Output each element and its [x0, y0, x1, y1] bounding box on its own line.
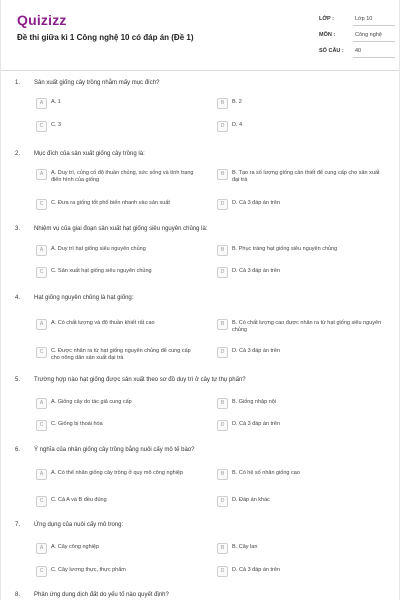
option-letter: D [217, 566, 228, 577]
question-number: 7. [15, 522, 21, 528]
option-letter: C [36, 420, 47, 431]
question-text: Nhiệm vụ của giai đoạn sản xuất hạt giống siêu nguyên chủng là: [34, 226, 208, 232]
option-letter: A [36, 543, 47, 554]
option-letter: B [217, 543, 228, 554]
option-letter: A [36, 245, 47, 256]
meta-key: SỐ CÂU : [319, 48, 344, 54]
question-number: 8. [15, 592, 21, 598]
question-text: Ứng dụng của nuôi cấy mô trong: [34, 522, 124, 528]
option-text: C. 3 [51, 122, 62, 128]
option-text: C. Cả A và B đều đúng [51, 497, 107, 503]
worksheet-meta [319, 14, 395, 62]
option-text: D. Cả 3 đáp án trên [232, 567, 281, 573]
option-letter: A [36, 319, 47, 330]
option-text: D. Cả 3 đáp án trên [232, 421, 281, 427]
option-letter: A [36, 469, 47, 480]
quizizz-logo[interactable]: Quizizz [17, 12, 67, 28]
question-text: Phản ứng dung dịch đất do yếu tố nào quyết định? [34, 592, 169, 598]
option-text: A. 1 [51, 99, 61, 105]
question-text: Sản xuất giống cây trồng nhằm mấy mục đích? [34, 80, 160, 86]
option-text: C. Đưa ra giống tốt phổ biến nhanh vào sản xuất [51, 200, 170, 206]
option-text: A. Cây công nghiệp [51, 544, 100, 550]
option-text: B. Phục tráng hạt giống siêu nguyên chủng [232, 246, 338, 252]
option-letter: B [217, 469, 228, 480]
meta-row-subject [319, 30, 395, 44]
option-letter: B [217, 319, 228, 330]
option-letter: D [217, 267, 228, 278]
question-number: 2. [15, 151, 21, 157]
option-text: C. Cây lương thực, thực phẩm [51, 567, 126, 573]
question-number: 4. [15, 295, 21, 301]
question-number: 1. [15, 80, 21, 86]
option-letter: C [36, 347, 47, 358]
option-letter: D [217, 347, 228, 358]
option-letter: A [36, 169, 47, 180]
question-number: 3. [15, 226, 21, 232]
question-number: 6. [15, 447, 21, 453]
option-text: B. 2 [232, 99, 242, 105]
option-letter: C [36, 267, 47, 278]
option-letter: A [36, 98, 47, 109]
option-letter: C [36, 199, 47, 210]
option-letter: B [217, 169, 228, 180]
meta-row-question-count [319, 46, 395, 60]
option-letter: B [217, 98, 228, 109]
option-letter: B [217, 398, 228, 409]
option-text: A. Duy trì, củng cố độ thuần chủng, sức sống và tính trạng điển hình của giống [51, 170, 194, 183]
option-text: C. Sản xuất hạt giống siêu nguyên chủng [51, 268, 152, 274]
option-text: D. Cả 3 đáp án trên [232, 348, 281, 354]
meta-value: Lớp 10 [353, 14, 395, 26]
option-text: D. 4 [232, 122, 243, 128]
meta-key: LỚP : [319, 16, 334, 22]
option-letter: C [36, 496, 47, 507]
page-title: Đề thi giữa kì 1 Công nghệ 10 có đáp án (Đề 1) [17, 33, 194, 42]
meta-row-class [319, 14, 395, 28]
option-text: D. Cả 3 đáp án trên [232, 200, 281, 206]
option-text: A. Có chất lượng và độ thuần khiết rất cao [51, 320, 155, 326]
option-text: D. Cả 3 đáp án trên [232, 268, 281, 274]
question-text: Trường hợp nào hạt giống được sản xuất theo sơ đồ duy trì ở cây tự thụ phấn? [34, 377, 246, 383]
option-text: C. Giống bị thoái hóa [51, 421, 103, 427]
option-text: B. Có hệ số nhân giống cao [232, 470, 300, 476]
option-letter: D [217, 121, 228, 132]
option-text: B. Giống nhập nội [232, 399, 277, 405]
option-text: B. Cây lan [232, 544, 258, 550]
question-text: Hạt giống nguyên chủng là hạt giống: [34, 295, 134, 301]
option-letter: A [36, 398, 47, 409]
option-text: B. Có chất lượng cao được nhân ra từ hạt giống siêu nguyên chủng [232, 320, 382, 333]
meta-value: 40 [353, 46, 395, 58]
option-text: A. Có thể nhân giống cây trồng ở quy mô công nghiệp [51, 470, 184, 476]
option-letter: D [217, 496, 228, 507]
option-letter: B [217, 245, 228, 256]
option-letter: D [217, 420, 228, 431]
option-letter: C [36, 121, 47, 132]
question-text: Mục đích của sản xuất giống cây trồng là: [34, 151, 145, 157]
meta-key: MÔN : [319, 32, 336, 38]
meta-value: Công nghệ [353, 30, 395, 42]
question-number: 5. [15, 377, 21, 383]
option-letter: D [217, 199, 228, 210]
option-text: A. Giống cây do tác giả cung cấp [51, 399, 132, 405]
option-text: B. Tạo ra số lượng giống cần thiết để cung cấp cho sản xuất đại trà [232, 170, 380, 183]
worksheet-header [1, 0, 399, 71]
option-text: C. Được nhân ra từ hạt giống nguyên chủng để cung cấp cho nông dân sản xuất đại trà [51, 348, 191, 361]
option-text: D. Đáp án khác [232, 497, 270, 503]
question-text: Ý nghĩa của nhân giống cây trồng bằng nuôi cấy mô tế bào? [34, 447, 195, 453]
option-letter: C [36, 566, 47, 577]
option-text: A. Duy trì hạt giống siêu nguyên chủng [51, 246, 146, 252]
